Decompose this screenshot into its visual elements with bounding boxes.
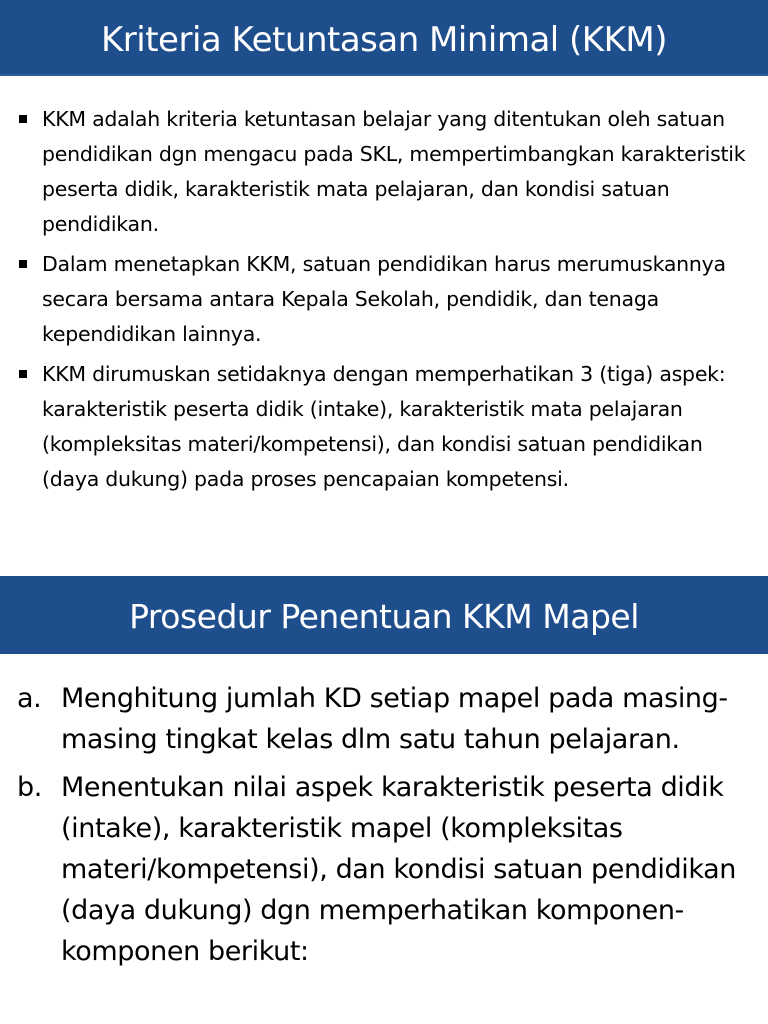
bullet-text: Dalam menetapkan KKM, satuan pendidikan harus merumuskannya secara bersama antara Kepala Sekolah, pendidik, dan tenaga kependidikan lainnya. [42,252,726,346]
square-bullet-icon [19,260,27,268]
square-bullet-icon [19,370,27,378]
square-bullet-icon [19,115,27,123]
step-text: Menghitung jumlah KD setiap mapel pada masing-masing tingkat kelas dlm satu tahun pelajaran. [61,683,728,755]
title-banner-prosedur [0,576,768,654]
step-item [0,678,768,760]
bullet-text: KKM dirumuskan setidaknya dengan memperhatikan 3 (tiga) aspek: karakteristik peserta didik (intake), karakteristik mata pelajaran (kompleksitas materi/kompetensi), dan kondisi satuan pendidikan (daya dukung) pada proses pencapaian kompetensi. [42,362,726,491]
bullet-item [0,247,768,352]
title-banner-kkm [0,0,768,76]
section-title-kkm: Kriteria Ketuntasan Minimal (KKM) [101,20,667,60]
step-text: Menentukan nilai aspek karakteristik peserta didik (intake), karakteristik mapel (kompleksitas materi/kompetensi), dan kondisi satuan pendidikan (daya dukung) dgn memperhatikan komponen-komponen berikut: [61,772,736,967]
bullet-item [0,357,768,497]
kkm-bullet-list [0,102,768,502]
step-marker: a. [17,683,42,714]
step-item [0,767,768,972]
bullet-text: KKM adalah kriteria ketuntasan belajar yang ditentukan oleh satuan pendidikan dgn mengacu pada SKL, mempertimbangkan karakteristik peserta didik, karakteristik mata pelajaran, dan kondisi satuan pendidikan. [42,107,746,236]
prosedur-step-list [0,678,768,979]
section-title-prosedur: Prosedur Penentuan KKM Mapel [129,597,639,636]
step-marker: b. [17,772,42,803]
bullet-item [0,102,768,242]
